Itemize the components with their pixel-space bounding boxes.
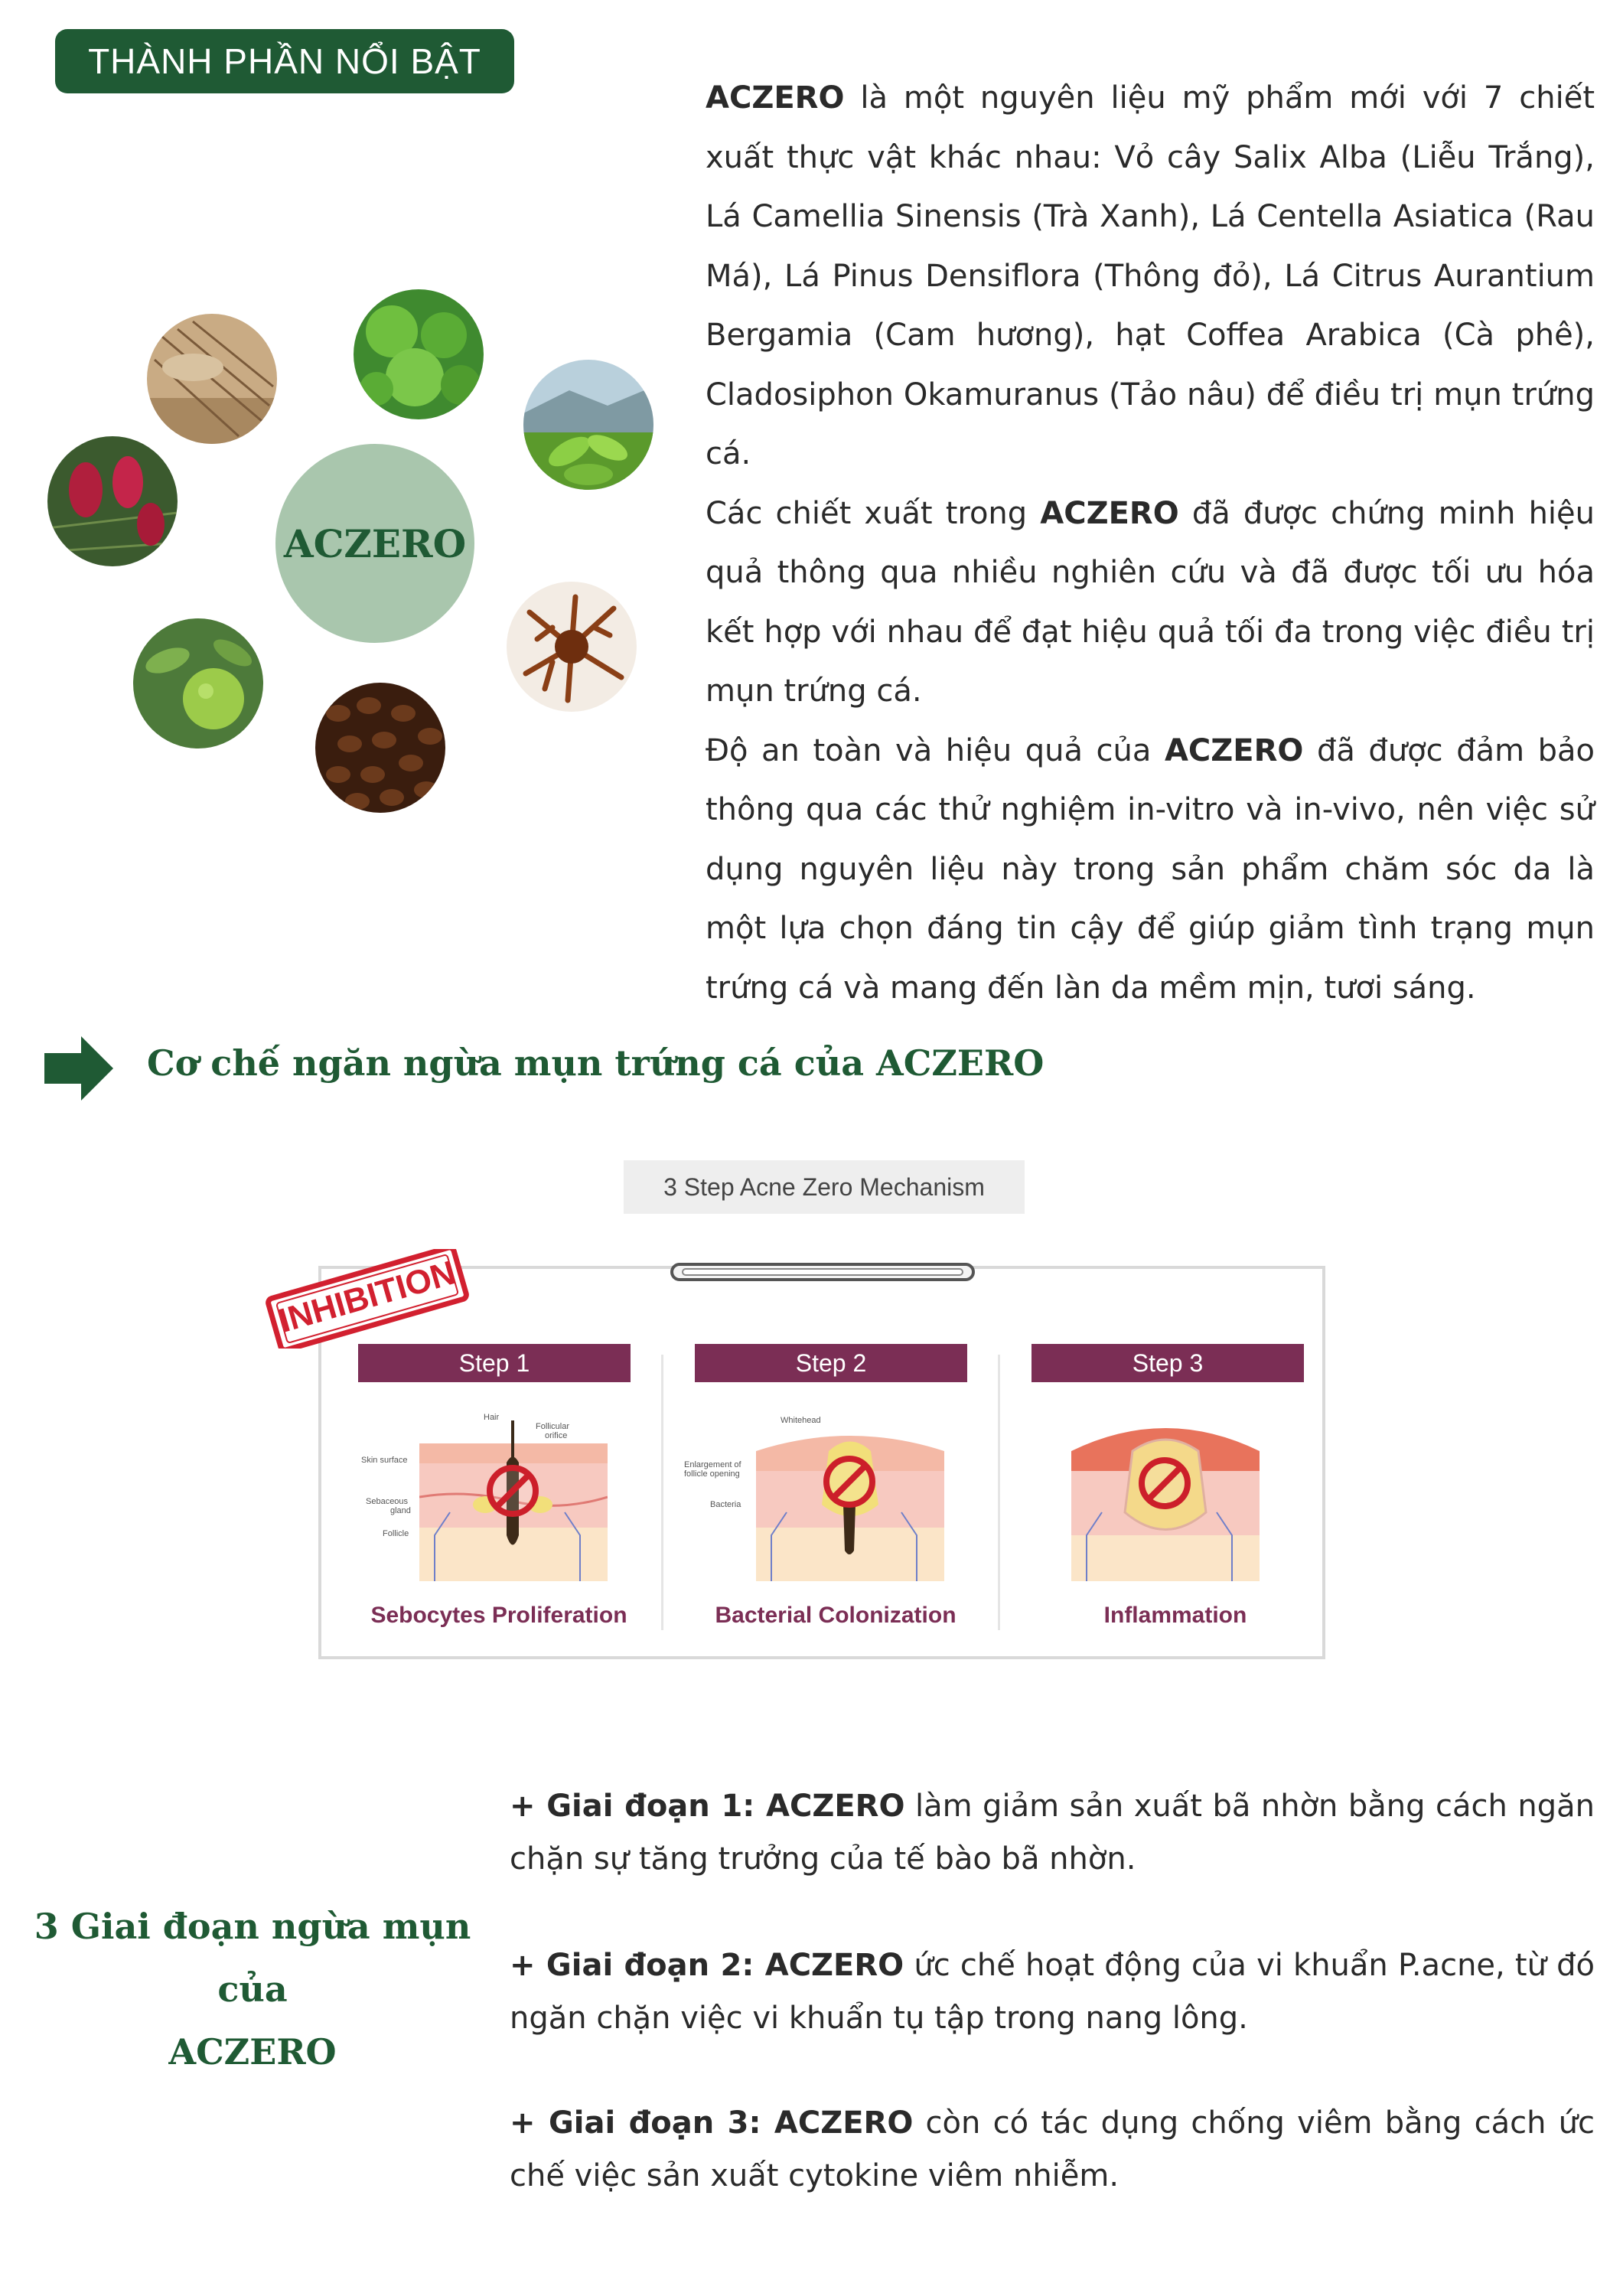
stages-heading bbox=[23, 1895, 482, 2083]
column-divider bbox=[661, 1355, 663, 1630]
pine-cone-image bbox=[47, 436, 178, 566]
annotation-sebaceous: Sebaceous bbox=[366, 1497, 409, 1506]
annotation-hair: Hair bbox=[484, 1413, 500, 1422]
willow-bark-image bbox=[147, 314, 277, 444]
annotation-follicle: Follicle bbox=[383, 1529, 409, 1538]
annotation-whitehead: Whitehead bbox=[781, 1416, 821, 1425]
step-3-skin-diagram bbox=[1071, 1420, 1260, 1581]
annotation-orifice: orifice bbox=[545, 1431, 568, 1440]
section-title-badge: THÀNH PHẦN NỔI BẬT bbox=[55, 29, 514, 93]
annotation-follicle-opening: follicle opening bbox=[684, 1469, 740, 1479]
annotation-gland: gland bbox=[390, 1506, 411, 1515]
step-1-header: Step 1 bbox=[358, 1344, 631, 1382]
step-1-label: Sebocytes Proliferation bbox=[370, 1603, 627, 1628]
clip-icon bbox=[670, 1261, 975, 1284]
aczero-center-badge: ACZERO bbox=[275, 444, 474, 643]
annotation-bacteria: Bacteria bbox=[710, 1500, 741, 1509]
step-3-label: Inflammation bbox=[1103, 1603, 1247, 1628]
stage-1-text: + Giai đoạn 1: ACZERO làm giảm sản xuất bã nhờn bằng cách ngăn chặn sự tăng trưởng của tế bào bã nhờn. bbox=[510, 1789, 1595, 1877]
green-tea-image bbox=[523, 360, 653, 490]
intro-paragraph-1: ACZERO là một nguyên liệu mỹ phẩm mới với 7 chiết xuất thực vật khác nhau: Vỏ cây Salix Alba (Liễu Trắng), Lá Camellia Sinensis (Trà Xanh), Lá Centella Asiatica (Rau Má), Lá Pinus Densiflora (Thông đỏ), Lá Citrus Aurantium Bergamia (Cam hương), hạt Coffea Arabica (Cà phê), Cladosiphon Okamuranus (Tảo nâu) để điều trị mụn trứng cá. bbox=[706, 80, 1595, 471]
stages-heading-line-1: 3 Giai đoạn ngừa mụn của bbox=[34, 1906, 471, 2010]
annotation-skin-surface: Skin surface bbox=[361, 1456, 408, 1465]
bergamot-image bbox=[133, 618, 263, 748]
figure-title: 3 Step Acne Zero Mechanism bbox=[624, 1160, 1025, 1214]
inhibition-stamp bbox=[260, 1249, 474, 1349]
centella-leaf-image bbox=[354, 289, 484, 419]
arrow-right-icon bbox=[44, 1036, 113, 1101]
step-1-skin-diagram bbox=[419, 1420, 608, 1581]
intro-text bbox=[706, 69, 1595, 1018]
step-3-header: Step 3 bbox=[1031, 1344, 1304, 1382]
annotation-enlargement: Enlargement of bbox=[684, 1460, 741, 1469]
intro-paragraph-2: Các chiết xuất trong ACZERO đã được chứng minh hiệu quả thông qua nhiều nghiên cứu và đã được tối ưu hóa kết hợp với nhau để đạt hiệu quả tối đa trong việc điều trị mụn trứng cá. bbox=[706, 495, 1595, 709]
stage-2-text: + Giai đoạn 2: ACZERO ức chế hoạt động của vi khuẩn P.acne, từ đó ngăn chặn việc vi khuẩn tụ tập trong nang lông. bbox=[510, 1948, 1595, 2036]
coffee-beans-image bbox=[315, 683, 445, 813]
column-divider bbox=[998, 1355, 1000, 1630]
annotation-follicular: Follicular bbox=[536, 1422, 570, 1431]
stages-heading-line-2: ACZERO bbox=[168, 2031, 337, 2073]
step-2-label: Bacterial Colonization bbox=[715, 1603, 957, 1628]
intro-paragraph-3: Độ an toàn và hiệu quả của ACZERO đã được đảm bảo thông qua các thử nghiệm in-vitro và in-vivo, nên việc sử dụng nguyên liệu này trong sản phẩm chăm sóc da là một lựa chọn đáng tin cậy để giúp giảm tình trạng mụn trứng cá và mang đến làn da mềm mịn, tươi sáng. bbox=[706, 732, 1595, 1006]
step-2-header: Step 2 bbox=[695, 1344, 967, 1382]
brown-seaweed-image bbox=[507, 582, 637, 712]
mechanism-heading: Cơ chế ngăn ngừa mụn trứng cá của ACZERO bbox=[147, 1042, 1045, 1084]
stamp-text: INHIBITION bbox=[275, 1254, 460, 1340]
stage-3-text: + Giai đoạn 3: ACZERO còn có tác dụng chống viêm bằng cách ức chế việc sản xuất cytokine viêm nhiễm. bbox=[510, 2105, 1595, 2193]
step-2-skin-diagram bbox=[756, 1420, 944, 1581]
